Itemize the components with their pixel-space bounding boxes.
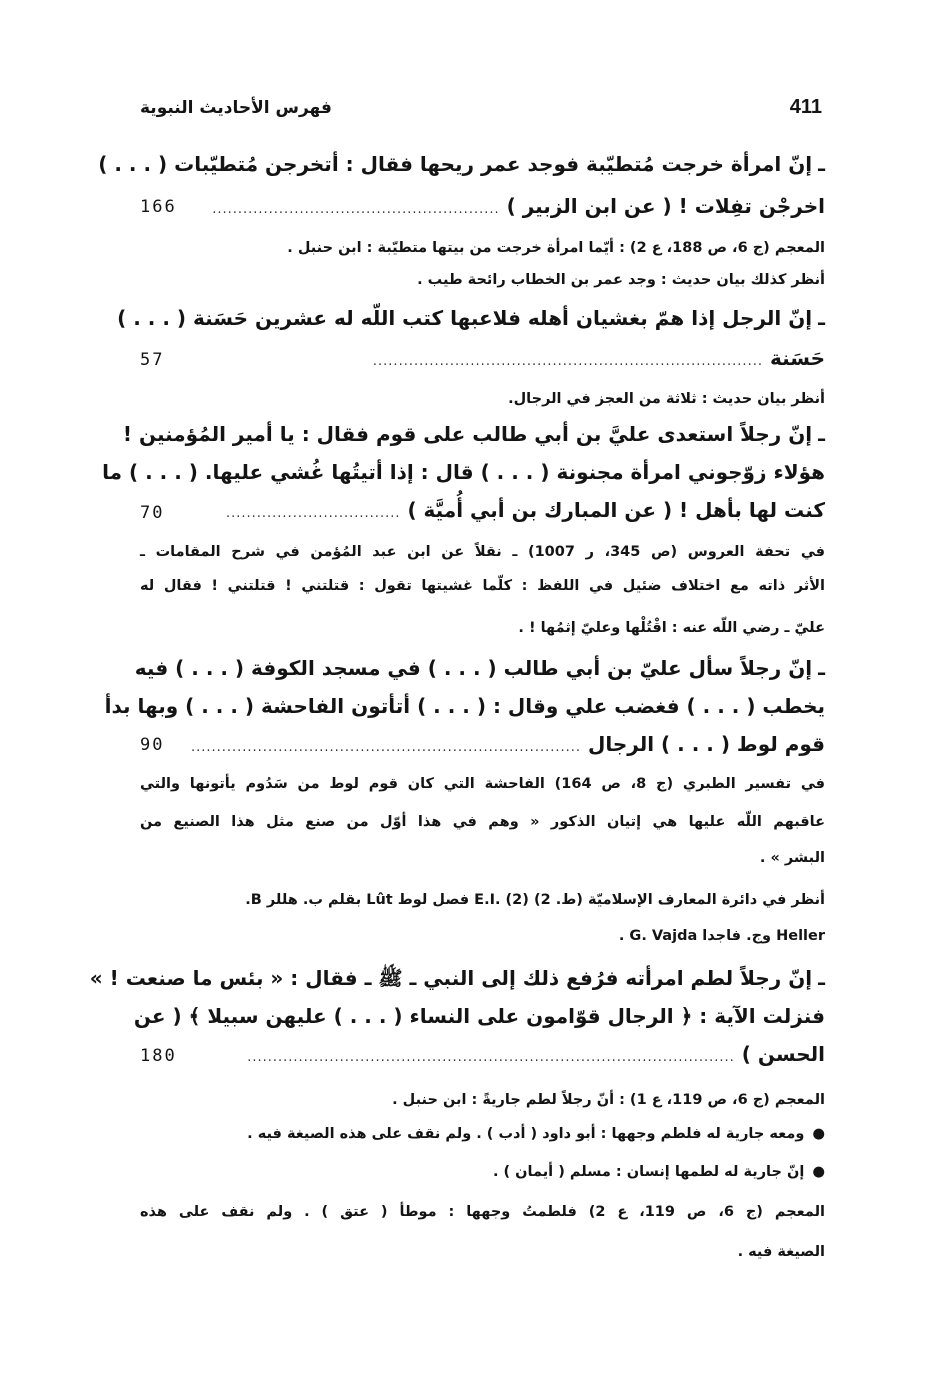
note-line: عليّ ـ رضي اللّه عنه : اقْتُلْها وعليّ إثمُها ! . xyxy=(518,620,825,636)
note-line: في تفسير الطبري (ج 8، ص 164) الفاحشة التي كان قوم لوط من سَدُوم يأتونها والتي xyxy=(140,776,825,792)
hadith-line: اخرجْن تفِلات ! ( عن ابن الزبير ) ........................................................ xyxy=(212,194,825,218)
note-line: Heller وج. فاجدا G. Vajda . xyxy=(618,928,825,944)
running-title: فهرس الأحاديث النبوية xyxy=(140,98,332,118)
hadith-line: ـإنّ امرأة خرجت مُتطيّبة فوجد عمر ريحها فقال : أتخرجن مُتطيّبات ( . . . ) xyxy=(98,152,825,176)
hadith-line: هؤلاء زوّجوني امرأة مجنونة ( . . . ) قال : إذا أتيتُها غُشي عليها. ( . . . ) ما xyxy=(102,460,825,484)
hadith-line: فنزلت الآية : ﴿ الرجال قوّامون على النساء ( . . . ) عليهن سبيلا ﴾ ( عن xyxy=(133,1004,825,1028)
hadith-line: يخطب ( . . . ) فغضب علي وقال : ( . . . ) أتأتون الفاحشة ( . . . ) وبها بدأ xyxy=(104,694,825,718)
note-line: أنظر بيان حديث : ثلاثة من العجز في الرجال. xyxy=(508,391,825,407)
page-reference: 180 xyxy=(140,1046,177,1066)
note-line: عاقبهم اللّه عليها هي إتيان الذكور « وهم في هذا أوّل من صنع مثل هذا الصنيع من xyxy=(140,814,825,830)
hadith-line: حَسَنة ............................................................................ xyxy=(372,346,825,370)
note-line: الأثر ذاته مع اختلاف ضئيل في اللفظ : كلّما غشيتها تقول : قتلتني ! قتلتني ! فقال له xyxy=(140,578,825,594)
hadith-line: قوم لوط ( . . . ) الرجال ............................................................................ xyxy=(190,732,825,756)
hadith-line: ـإنّ الرجل إذا همّ بغشيان أهله فلاعبها كتب اللّه له عشرين حَسَنة ( . . . ) xyxy=(117,306,825,330)
page-header xyxy=(140,96,822,132)
page-reference: 90 xyxy=(140,735,165,755)
page-reference: 166 xyxy=(140,197,177,217)
hadith-line: كنت لها بأهل ! ( عن المبارك بن أبي أُميَّة ) .................................. xyxy=(225,498,825,522)
note-line: أنظر كذلك بيان حديث : وجد عمر بن الخطاب رائحة طيب . xyxy=(417,272,825,288)
note-line: الصيغة فيه . xyxy=(737,1244,825,1260)
page-reference: 57 xyxy=(140,350,165,370)
hadith-line: ـإنّ رجلاً استعدى عليَّ بن أبي طالب على قوم فقال : يا أمير المُؤمنين ! xyxy=(122,422,825,446)
bullet-icon: ● xyxy=(812,1126,825,1142)
hadith-line: الحسن ) ............................................................................................... xyxy=(247,1042,825,1066)
page-number: 411 xyxy=(789,96,822,118)
note-line: المعجم (ج 6، ص 188، ع 2) : أيّما امرأة خرجت من بيتها متطيّبة : ابن حنبل . xyxy=(287,240,825,256)
note-line: المعجم (ج 6، ص 119، ع 1) : أنّ رجلاً لطم جاريةً : ابن حنبل . xyxy=(392,1092,825,1108)
note-line: البشر » . xyxy=(759,850,825,866)
note-line: في تحفة العروس (ص 345، ر 1007) ـ نقلاً عن ابن عبد المُؤمن في شرح المقامات ـ xyxy=(140,544,825,560)
note-line: أنظر في دائرة المعارف الإسلاميّة (ط. 2) E.I. (2) فصل لوط Lût بقلم ب. هللر B. xyxy=(245,892,825,908)
bullet-icon: ● xyxy=(812,1164,825,1180)
note-line: ●ومعه جارية له فلطم وجهها : أبو داود ( أدب ) . ولم نقف على هذه الصيغة فيه . xyxy=(247,1126,825,1142)
hadith-line: ـإنّ رجلاً لطم امرأته فرُفع ذلك إلى النبي ـ ﷺ ـ فقال : « بئس ما صنعت ! » xyxy=(89,966,825,990)
page-reference: 70 xyxy=(140,503,165,523)
note-line: ●إنّ جارية له لطمها إنسان : مسلم ( أيمان ) . xyxy=(492,1164,825,1180)
hadith-line: ـإنّ رجلاً سأل عليّ بن أبي طالب ( . . . ) في مسجد الكوفة ( . . . ) فيه xyxy=(134,656,825,680)
note-line: المعجم (ج 6، ص 119، ع 2) فلطمتُ وجهها : موطأ ( عتق ) . ولم نقف على هذه xyxy=(140,1204,825,1220)
